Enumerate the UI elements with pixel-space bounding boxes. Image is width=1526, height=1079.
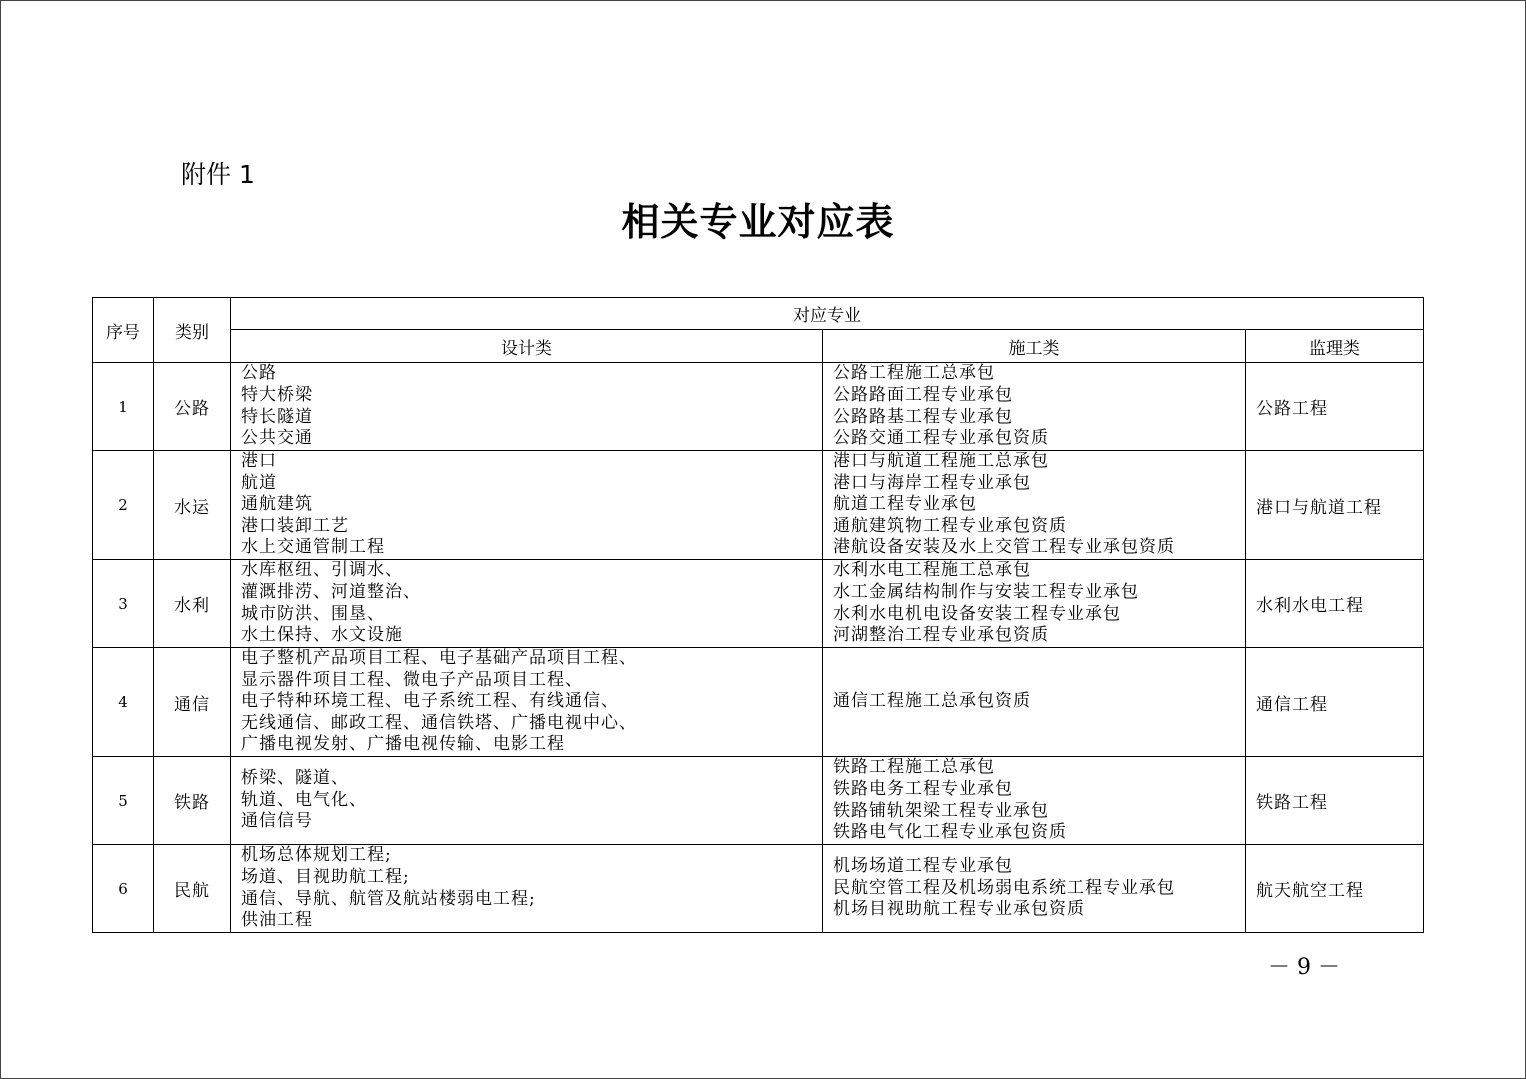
design-cell [231, 363, 823, 451]
construction-item: 通航建筑物工程专业承包资质 [833, 515, 1067, 536]
row-category: 通信 [154, 648, 231, 757]
table-row [93, 451, 1424, 560]
design-item: 航道 [241, 472, 277, 493]
construction-cell [823, 648, 1246, 757]
construction-item: 水工金属结构制作与安装工程专业承包 [833, 581, 1139, 602]
design-item: 电子整机产品项目工程、电子基础产品项目工程、 [241, 648, 637, 669]
page-number: － 9 － [1268, 955, 1340, 980]
design-item: 场道、目视助航工程; [241, 866, 410, 887]
design-item: 水库枢纽、引调水、 [241, 560, 403, 581]
supervision-cell: 公路工程 [1246, 363, 1424, 451]
supervision-cell: 铁路工程 [1246, 757, 1424, 845]
design-item: 机场总体规划工程; [241, 845, 392, 866]
row-number: 3 [93, 560, 154, 648]
design-item: 通信信号 [241, 811, 313, 832]
construction-item: 水利水电工程施工总承包 [833, 560, 1031, 581]
construction-item: 港口与航道工程施工总承包 [833, 451, 1049, 472]
construction-cell [823, 451, 1246, 560]
header-design: 设计类 [231, 330, 823, 363]
construction-item: 水利水电机电设备安装工程专业承包 [833, 603, 1121, 624]
table-row [93, 845, 1424, 933]
construction-item: 铁路电务工程专业承包 [833, 778, 1013, 799]
design-item: 港口装卸工艺 [241, 515, 349, 536]
row-number: 2 [93, 451, 154, 560]
table-row [93, 648, 1424, 757]
table-row [93, 560, 1424, 648]
design-item: 特长隧道 [241, 406, 313, 427]
supervision-cell: 港口与航道工程 [1246, 451, 1424, 560]
row-category: 水利 [154, 560, 231, 648]
supervision-cell: 通信工程 [1246, 648, 1424, 757]
header-construction: 施工类 [823, 330, 1246, 363]
construction-cell [823, 363, 1246, 451]
row-category: 公路 [154, 363, 231, 451]
construction-item: 公路路面工程专业承包 [833, 384, 1013, 405]
row-category: 水运 [154, 451, 231, 560]
design-item: 特大桥梁 [241, 384, 313, 405]
construction-cell [823, 845, 1246, 933]
construction-item: 铁路工程施工总承包 [833, 757, 995, 778]
row-number: 1 [93, 363, 154, 451]
attachment-label: 附件 1 [181, 160, 255, 189]
design-item: 港口 [241, 451, 277, 472]
construction-item: 航道工程专业承包 [833, 494, 977, 515]
construction-item: 港航设备安装及水上交管工程专业承包资质 [833, 537, 1175, 558]
design-item: 公路 [241, 363, 277, 384]
header-corresponding-majors: 对应专业 [231, 298, 1424, 330]
design-item: 通航建筑 [241, 494, 313, 515]
construction-item: 公路路基工程专业承包 [833, 406, 1013, 427]
design-item: 水土保持、水文设施 [241, 625, 403, 646]
design-cell [231, 451, 823, 560]
design-item: 轨道、电气化、 [241, 789, 367, 810]
construction-item: 机场场道工程专业承包 [833, 856, 1013, 877]
construction-item: 港口与海岸工程专业承包 [833, 472, 1031, 493]
design-item: 城市防洪、围垦、 [241, 603, 385, 624]
design-item: 显示器件项目工程、微电子产品项目工程、 [241, 669, 583, 690]
design-item: 灌溉排涝、河道整治、 [241, 581, 421, 602]
design-item: 电子特种环境工程、电子系统工程、有线通信、 [241, 691, 619, 712]
construction-item: 铁路电气化工程专业承包资质 [833, 822, 1067, 843]
construction-cell [823, 560, 1246, 648]
supervision-cell: 水利水电工程 [1246, 560, 1424, 648]
construction-item: 通信工程施工总承包资质 [833, 691, 1031, 712]
design-item: 桥梁、隧道、 [241, 768, 349, 789]
header-category: 类别 [154, 298, 231, 363]
row-number: 5 [93, 757, 154, 845]
row-number: 6 [93, 845, 154, 933]
design-cell [231, 648, 823, 757]
table-row [93, 757, 1424, 845]
construction-item: 机场目视助航工程专业承包资质 [833, 899, 1085, 920]
design-item: 广播电视发射、广播电视传输、电影工程 [241, 734, 565, 755]
design-item: 公共交通 [241, 428, 313, 449]
page-title: 相关专业对应表 [621, 199, 895, 244]
design-item: 无线通信、邮政工程、通信铁塔、广播电视中心、 [241, 712, 637, 733]
construction-item: 公路交通工程专业承包资质 [833, 428, 1049, 449]
correspondence-table [92, 297, 1424, 933]
construction-item: 河湖整治工程专业承包资质 [833, 625, 1049, 646]
design-item: 供油工程 [241, 910, 313, 931]
row-category: 民航 [154, 845, 231, 933]
design-cell [231, 560, 823, 648]
construction-item: 民航空管工程及机场弱电系统工程专业承包 [833, 877, 1175, 898]
header-no: 序号 [93, 298, 154, 363]
design-item: 水上交通管制工程 [241, 537, 385, 558]
header-supervision: 监理类 [1246, 330, 1424, 363]
row-category: 铁路 [154, 757, 231, 845]
construction-item: 公路工程施工总承包 [833, 363, 995, 384]
table-row [93, 363, 1424, 451]
design-cell [231, 757, 823, 845]
construction-cell [823, 757, 1246, 845]
design-cell [231, 845, 823, 933]
supervision-cell: 航天航空工程 [1246, 845, 1424, 933]
row-number: 4 [93, 648, 154, 757]
construction-item: 铁路铺轨架梁工程专业承包 [833, 800, 1049, 821]
design-item: 通信、导航、航管及航站楼弱电工程; [241, 888, 536, 909]
